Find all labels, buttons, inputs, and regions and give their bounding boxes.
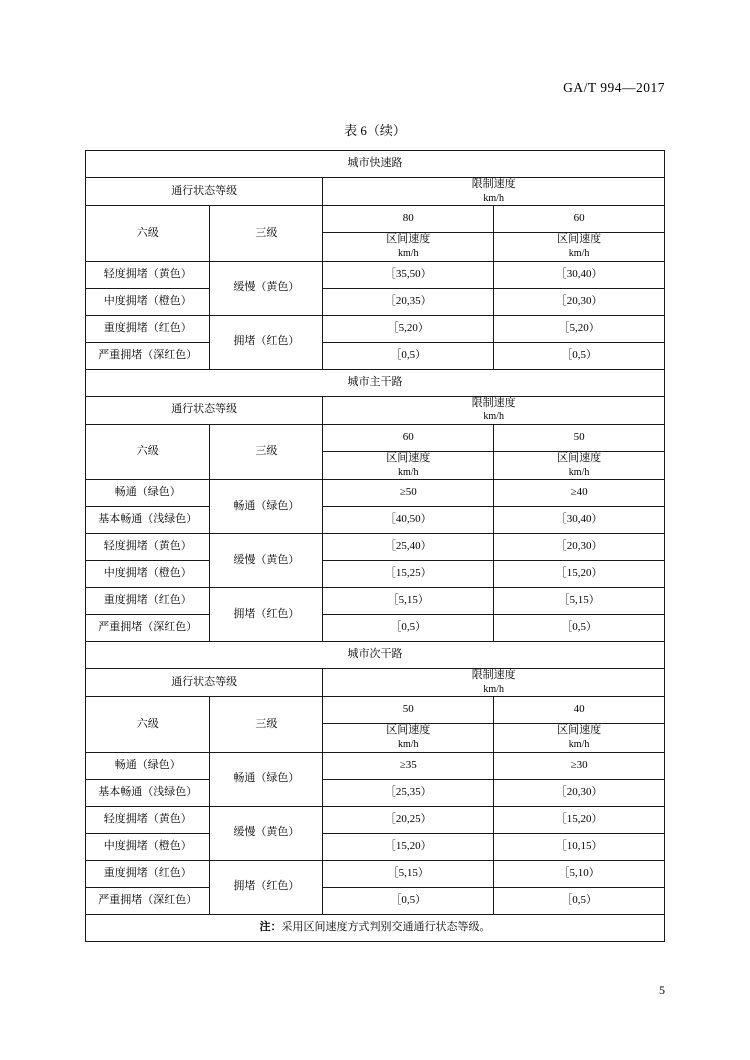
six-level-cell: 中度拥堵（橙色） [86,833,210,860]
table-section-header-row [86,369,665,396]
six-level-cell: 严重拥堵（深红色） [86,887,210,914]
speed-limit-value-2: 40 [494,697,665,724]
speed-limit-value-1: 60 [323,424,494,451]
table-row [86,480,665,507]
value-cell-2: ［30,40） [494,261,665,288]
table-note-row [86,914,665,941]
table-row [86,588,665,615]
section-speed-header-2: 区间速度 km/h [494,233,665,261]
table-subheader-row [86,697,665,724]
three-level-header: 三级 [210,206,323,261]
value-cell-2: ［30,40） [494,507,665,534]
speed-limit-header: 限制速度 km/h [323,178,665,206]
value-cell-2: ［10,15） [494,833,665,860]
table-row [86,860,665,887]
table-header-row [86,396,665,424]
speed-limit-value-2: 60 [494,206,665,233]
table-row [86,288,665,315]
value-cell-1: ［0,5） [323,887,494,914]
table-row [86,261,665,288]
three-level-cell: 拥堵（红色） [210,588,323,642]
section-name: 城市快速路 [86,151,665,178]
table-note: 注：采用区间速度方式判别交通通行状态等级。 [86,914,665,941]
section-speed-header-1: 区间速度 km/h [323,451,494,479]
three-level-cell: 畅通（绿色） [210,752,323,806]
three-level-cell: 缓慢（黄色） [210,806,323,860]
six-level-cell: 轻度拥堵（黄色） [86,534,210,561]
six-level-cell: 基本畅通（浅绿色） [86,779,210,806]
three-level-cell: 畅通（绿色） [210,480,323,534]
table-row [86,561,665,588]
six-level-cell: 畅通（绿色） [86,480,210,507]
status-level-header: 通行状态等级 [86,669,323,697]
value-cell-2: ［15,20） [494,561,665,588]
page-number: 5 [659,983,665,997]
value-cell-1: ［15,20） [323,833,494,860]
value-cell-2: ［0,5） [494,615,665,642]
value-cell-2: ［20,30） [494,779,665,806]
table-container [85,150,665,942]
value-cell-1: ［20,25） [323,806,494,833]
value-cell-2: ［20,30） [494,534,665,561]
three-level-cell: 缓慢（黄色） [210,261,323,315]
status-level-header: 通行状态等级 [86,396,323,424]
value-cell-2: ≥40 [494,480,665,507]
speed-limit-value-1: 50 [323,697,494,724]
six-level-cell: 畅通（绿色） [86,752,210,779]
table-row [86,779,665,806]
six-level-header: 六级 [86,697,210,752]
six-level-cell: 基本畅通（浅绿色） [86,507,210,534]
table-title: 表 6（续） [344,123,406,138]
value-cell-1: ［5,15） [323,860,494,887]
section-name: 城市主干路 [86,369,665,396]
value-cell-1: ≥50 [323,480,494,507]
value-cell-2: ［20,30） [494,288,665,315]
value-cell-2: ［5,20） [494,315,665,342]
six-level-cell: 重度拥堵（红色） [86,588,210,615]
table-section-header-row [86,642,665,669]
speed-limit-header: 限制速度 km/h [323,669,665,697]
table-subheader-row [86,206,665,233]
value-cell-1: ［25,40） [323,534,494,561]
value-cell-1: ≥35 [323,752,494,779]
table-row [86,342,665,369]
page-header-standard-code: GA/T 994—2017 [563,80,665,95]
speed-limit-value-1: 80 [323,206,494,233]
value-cell-1: ［35,50） [323,261,494,288]
six-level-cell: 重度拥堵（红色） [86,315,210,342]
six-level-cell: 重度拥堵（红色） [86,860,210,887]
three-level-cell: 缓慢（黄色） [210,534,323,588]
table-row [86,806,665,833]
three-level-cell: 拥堵（红色） [210,860,323,914]
value-cell-2: ［0,5） [494,342,665,369]
section-speed-header-2: 区间速度 km/h [494,724,665,752]
traffic-status-table [85,150,665,942]
section-speed-header-1: 区间速度 km/h [323,724,494,752]
table-row [86,507,665,534]
section-speed-header-2: 区间速度 km/h [494,451,665,479]
three-level-header: 三级 [210,424,323,479]
value-cell-2: ［0,5） [494,887,665,914]
six-level-header: 六级 [86,424,210,479]
value-cell-1: ［0,5） [323,342,494,369]
value-cell-1: ［0,5） [323,615,494,642]
table-header-row [86,669,665,697]
value-cell-1: ［15,25） [323,561,494,588]
six-level-header: 六级 [86,206,210,261]
speed-limit-header: 限制速度 km/h [323,396,665,424]
six-level-cell: 轻度拥堵（黄色） [86,261,210,288]
status-level-header: 通行状态等级 [86,178,323,206]
value-cell-2: ≥30 [494,752,665,779]
six-level-cell: 严重拥堵（深红色） [86,342,210,369]
value-cell-1: ［25,35） [323,779,494,806]
six-level-cell: 轻度拥堵（黄色） [86,806,210,833]
three-level-header: 三级 [210,697,323,752]
table-row [86,887,665,914]
table-section-header-row [86,151,665,178]
six-level-cell: 中度拥堵（橙色） [86,561,210,588]
six-level-cell: 严重拥堵（深红色） [86,615,210,642]
section-name: 城市次干路 [86,642,665,669]
speed-limit-value-2: 50 [494,424,665,451]
value-cell-1: ［5,20） [323,315,494,342]
six-level-cell: 中度拥堵（橙色） [86,288,210,315]
table-row [86,534,665,561]
table-row [86,833,665,860]
value-cell-1: ［20,35） [323,288,494,315]
table-row [86,615,665,642]
table-row [86,752,665,779]
section-speed-header-1: 区间速度 km/h [323,233,494,261]
value-cell-1: ［5,15） [323,588,494,615]
three-level-cell: 拥堵（红色） [210,315,323,369]
value-cell-2: ［5,15） [494,588,665,615]
value-cell-1: ［40,50） [323,507,494,534]
table-header-row [86,178,665,206]
value-cell-2: ［5,10） [494,860,665,887]
value-cell-2: ［15,20） [494,806,665,833]
table-row [86,315,665,342]
table-subheader-row [86,424,665,451]
